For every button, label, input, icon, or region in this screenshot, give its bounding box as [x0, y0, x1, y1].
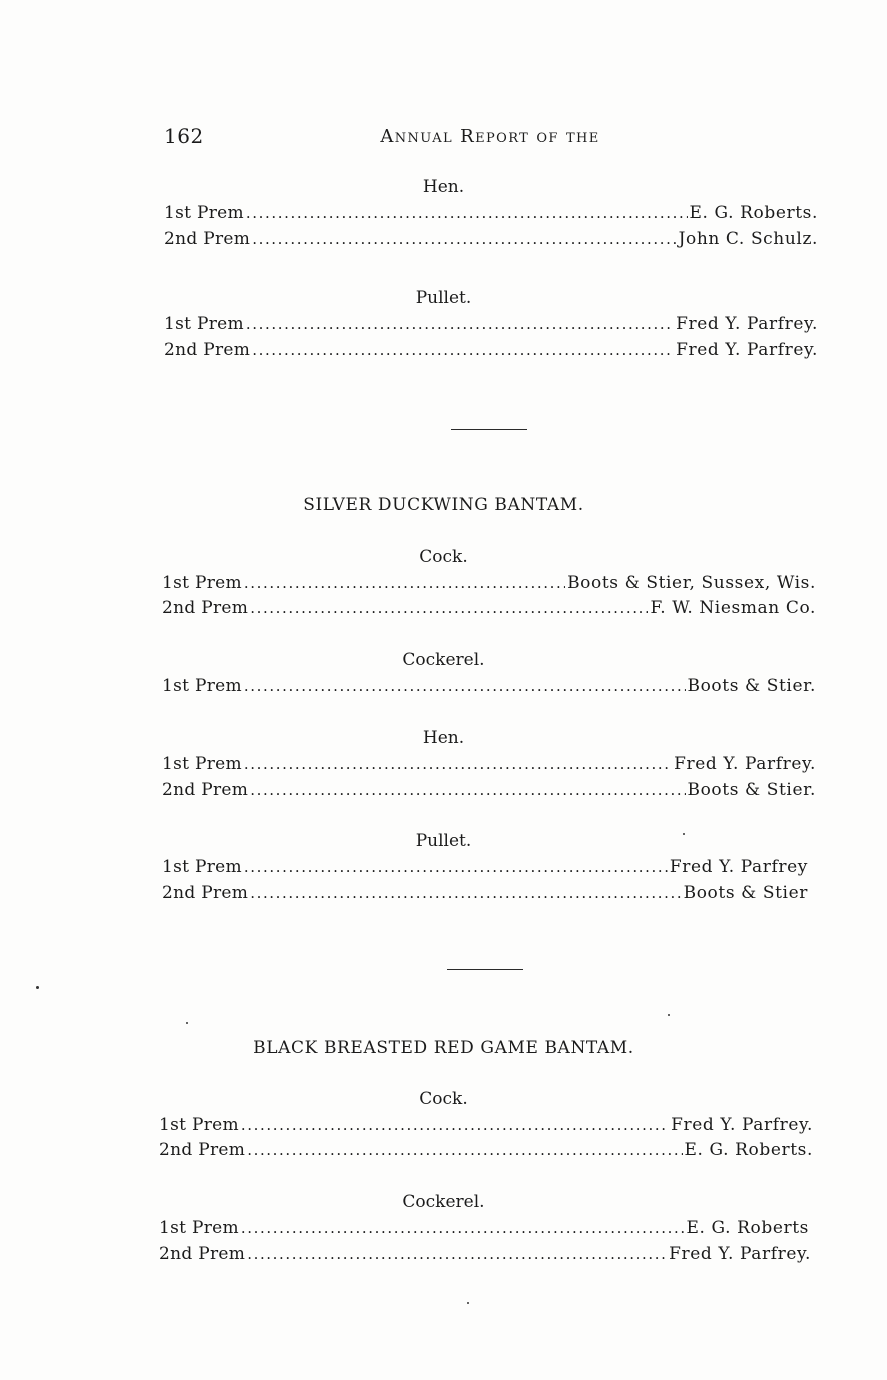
- prize-label: 1st Prem: [162, 857, 242, 877]
- prize-label: 1st Prem: [162, 676, 242, 696]
- premium-entry: [159, 1218, 809, 1238]
- scan-speck: [186, 1022, 188, 1024]
- dot-leader: [244, 755, 672, 773]
- prize-label: 1st Prem: [164, 203, 244, 223]
- premium-entry: [162, 598, 816, 618]
- winner-name: E. G. Roberts.: [684, 1140, 813, 1160]
- dot-leader: [252, 341, 674, 359]
- dot-leader: [250, 599, 648, 617]
- winner-name: John C. Schulz.: [678, 229, 818, 249]
- dot-leader: [241, 1219, 685, 1237]
- winner-name: Fred Y. Parfrey.: [669, 1244, 811, 1264]
- winner-name: Fred Y. Parfrey.: [674, 754, 816, 774]
- class-label-cockerel: Cockerel.: [402, 650, 485, 670]
- dot-leader: [244, 574, 565, 592]
- class-label-cock: Cock.: [419, 547, 468, 567]
- dot-leader: [247, 1245, 667, 1263]
- premium-entry: [164, 340, 818, 360]
- winner-name: F. W. Niesman Co.: [650, 598, 816, 618]
- premium-entry: [159, 1244, 811, 1264]
- premium-entry: [162, 573, 816, 593]
- premium-entry: [162, 754, 816, 774]
- premium-entry: [162, 857, 808, 877]
- dot-leader: [250, 781, 685, 799]
- section-divider: [447, 969, 523, 970]
- class-label-cockerel: Cockerel.: [402, 1192, 485, 1212]
- class-label-pullet: Pullet.: [415, 831, 472, 851]
- section-divider: [451, 429, 527, 430]
- prize-label: 1st Prem: [159, 1115, 239, 1135]
- premium-entry: [162, 676, 816, 696]
- winner-name: Fred Y. Parfrey.: [676, 340, 818, 360]
- premium-entry: [164, 314, 818, 334]
- premium-entry: [162, 883, 808, 903]
- prize-label: 2nd Prem: [162, 883, 249, 903]
- premium-entry: [162, 780, 816, 800]
- premium-entry: [159, 1140, 813, 1160]
- class-label-pullet: Pullet.: [415, 288, 472, 308]
- premium-entry: [164, 229, 818, 249]
- prize-label: 2nd Prem: [159, 1244, 246, 1264]
- winner-name: Boots & Stier, Sussex, Wis.: [567, 573, 816, 593]
- winner-name: Boots & Stier: [683, 883, 808, 903]
- winner-name: E. G. Roberts.: [689, 203, 818, 223]
- winner-name: Boots & Stier.: [687, 780, 816, 800]
- prize-label: 1st Prem: [162, 754, 242, 774]
- dot-leader: [244, 677, 686, 695]
- prize-label: 2nd Prem: [162, 598, 249, 618]
- dot-leader: [250, 884, 681, 902]
- scan-speck: [668, 1014, 670, 1016]
- winner-name: Fred Y. Parfrey.: [676, 314, 818, 334]
- dot-leader: [246, 315, 674, 333]
- running-head: Annual Report of the: [380, 126, 600, 147]
- prize-label: 2nd Prem: [164, 229, 251, 249]
- prize-label: 1st Prem: [159, 1218, 239, 1238]
- winner-name: Fred Y. Parfrey.: [671, 1115, 813, 1135]
- prize-label: 2nd Prem: [164, 340, 251, 360]
- class-label-hen: Hen.: [422, 177, 465, 197]
- prize-label: 2nd Prem: [162, 780, 249, 800]
- scan-speck: [36, 986, 39, 989]
- page-header: [160, 124, 820, 152]
- section-title-black-breasted-red-game-bantam: BLACK BREASTED RED GAME BANTAM.: [253, 1038, 634, 1058]
- scan-speck: [683, 833, 685, 835]
- premium-entry: [159, 1115, 813, 1135]
- dot-leader: [246, 204, 688, 222]
- class-label-cock: Cock.: [419, 1089, 468, 1109]
- class-label-hen: Hen.: [422, 728, 465, 748]
- section-title-silver-duckwing-bantam: SILVER DUCKWING BANTAM.: [303, 495, 584, 515]
- winner-name: E. G. Roberts: [686, 1218, 809, 1238]
- dot-leader: [241, 1116, 669, 1134]
- page-number: 162: [164, 124, 204, 148]
- dot-leader: [244, 858, 668, 876]
- prize-label: 1st Prem: [162, 573, 242, 593]
- dot-leader: [252, 230, 676, 248]
- premium-entry: [164, 203, 818, 223]
- winner-name: Boots & Stier.: [687, 676, 816, 696]
- dot-leader: [247, 1141, 682, 1159]
- scan-speck: [467, 1302, 469, 1304]
- prize-label: 2nd Prem: [159, 1140, 246, 1160]
- winner-name: Fred Y. Parfrey: [669, 857, 808, 877]
- prize-label: 1st Prem: [164, 314, 244, 334]
